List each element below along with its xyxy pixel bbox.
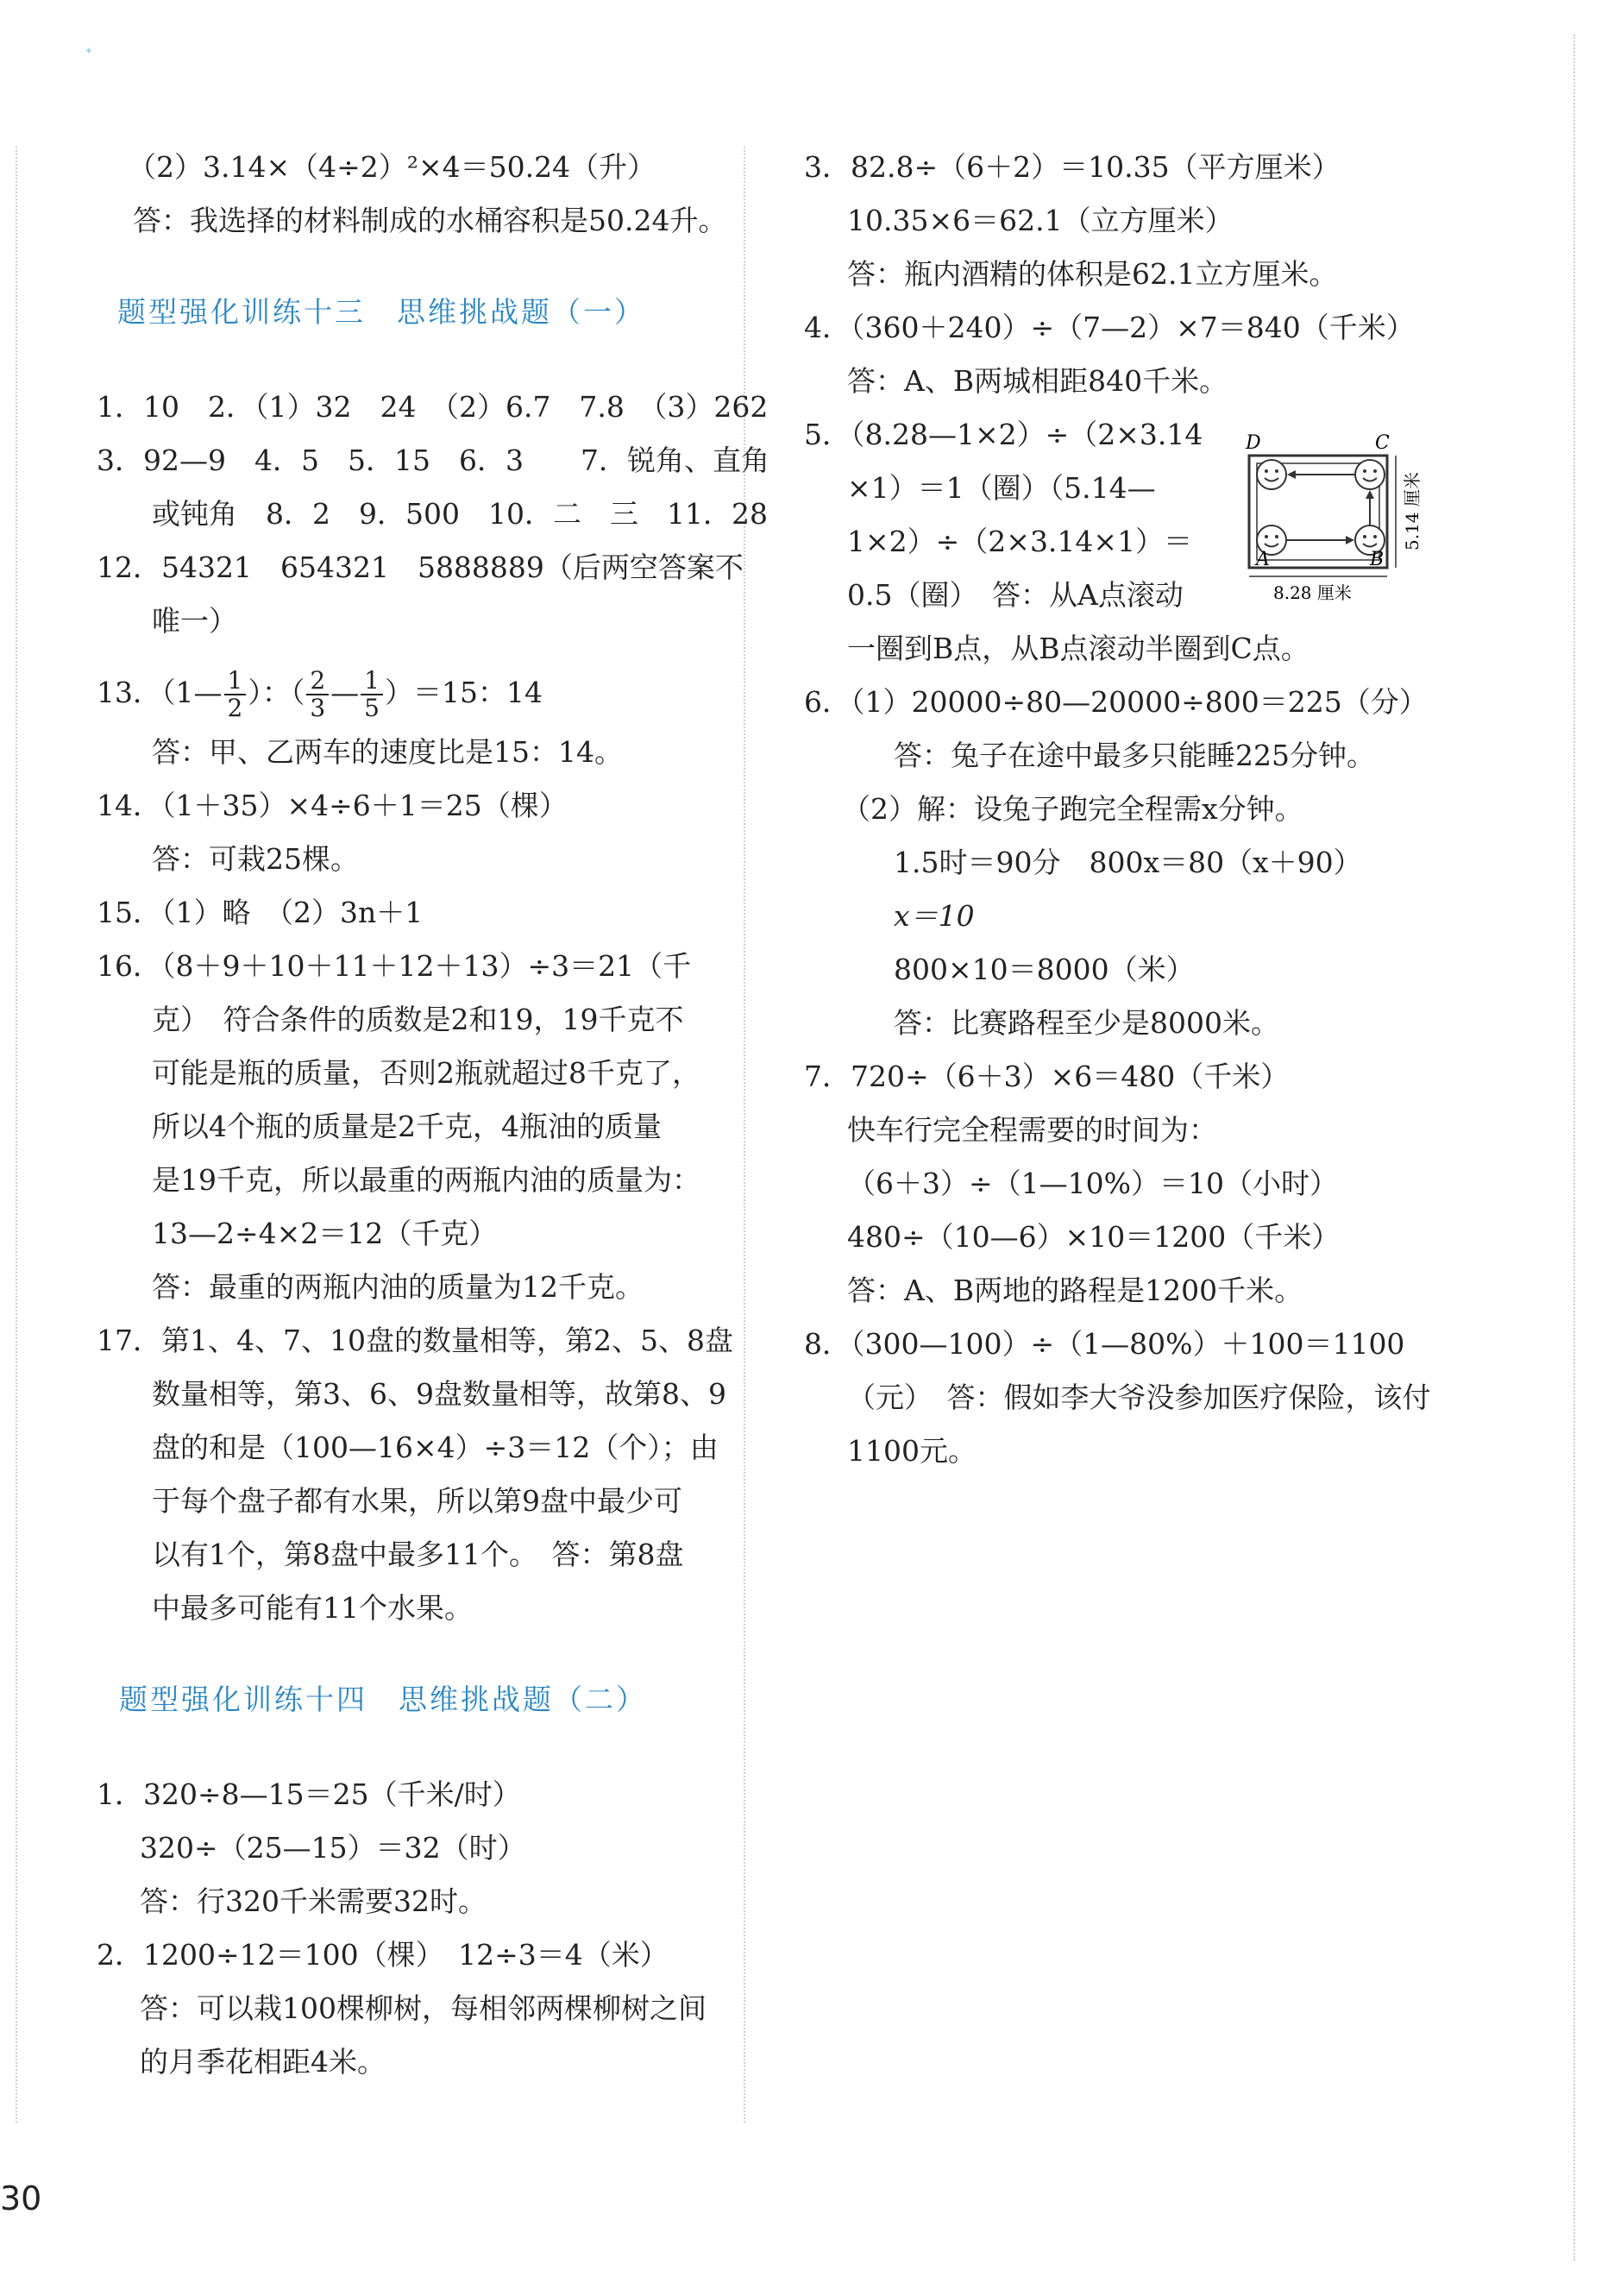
answer-line: 可能是瓶的质量，否则2瓶就超过8千克了， <box>152 1056 700 1090</box>
section-title: 题型强化训练十四 思维挑战题（二） <box>119 1683 647 1716</box>
height-label: 5.14 厘米 <box>1402 472 1422 550</box>
fraction <box>306 668 329 721</box>
answer-line: 14．（1＋35）×4÷6＋1＝25（棵） <box>97 789 568 822</box>
answer-line: 以有1个，第8盘中最多11个。 答：第8盘 <box>152 1538 684 1571</box>
smiley-icon <box>1355 460 1385 489</box>
fraction-denominator: 2 <box>227 694 243 722</box>
fraction <box>224 668 247 721</box>
answer-line: 0.5（圈） 答：从A点滚动 <box>847 578 1184 612</box>
answer-line: 3．82.8÷（6＋2）＝10.35（平方厘米） <box>804 150 1341 184</box>
answer-line: 5．（8.28—1×2）÷（2×3.14 <box>804 418 1203 451</box>
answer-line: 所以4个瓶的质量是2千克，4瓶油的质量 <box>152 1110 662 1143</box>
answer-line: 13—2÷4×2＝12（千克） <box>152 1217 498 1250</box>
answer-line: 1100元。 <box>847 1434 977 1468</box>
answer-line: 于每个盘子都有水果，所以第9盘中最少可 <box>152 1484 682 1518</box>
column-divider-right <box>1573 35 1575 2261</box>
answer-line: 答：瓶内酒精的体积是62.1立方厘米。 <box>847 257 1338 291</box>
label-b: B <box>1370 549 1385 570</box>
label-a: A <box>1256 549 1270 570</box>
label-c: C <box>1375 432 1390 454</box>
answer-line: 320÷（25—15）＝32（时） <box>140 1831 526 1865</box>
answer-line: 10.35×6＝62.1（立方厘米） <box>847 204 1234 237</box>
answer-line: 数量相等，第3、6、9盘数量相等，故第8、9 <box>152 1377 726 1411</box>
fraction-numerator: 1 <box>224 668 247 695</box>
answer-line: 2．1200÷12＝100（棵） 12÷3＝4（米） <box>97 1938 669 1972</box>
fraction-denominator: 3 <box>310 694 326 722</box>
column-divider-left <box>16 147 17 2123</box>
answer-line: 12．54321 654321 5888889（后两空答案不 <box>97 550 744 584</box>
answer-line: 3．92—9 4．5 5．15 6．3 7．锐角、直角 <box>97 443 769 477</box>
q13-suffix: ）＝15：14 <box>384 676 543 709</box>
answer-line: ×1）＝1（圈）（5.14— <box>847 471 1156 505</box>
answer-line: 17．第1、4、7、10盘的数量相等，第2、5、8盘 <box>97 1324 733 1357</box>
answer-line: 6．（1）20000÷80—20000÷800＝225（分） <box>804 685 1428 719</box>
answer-line: 1．320÷8—15＝25（千米/时） <box>97 1777 521 1811</box>
answer-line: 答：最重的两瓶内油的质量为12千克。 <box>152 1270 644 1304</box>
page-number: 30 <box>0 2180 42 2217</box>
corner-mark: ✦ <box>85 45 94 57</box>
answer-line: 4．（360＋240）÷（7—2）×7＝840（千米） <box>804 311 1415 344</box>
answer-line: 1.5时＝90分 800x＝80（x＋90） <box>894 846 1362 879</box>
answer-line: 答：A、B两城相距840千米。 <box>847 364 1228 398</box>
section-title: 题型强化训练十三 思维挑战题（一） <box>117 295 645 329</box>
answer-line: 15．（1）略 （2）3n＋1 <box>97 896 424 929</box>
fraction <box>361 668 383 721</box>
answer-line: 或钝角 8．2 9．500 10．二 三 11．28 <box>152 497 768 531</box>
answer-line: 的月季花相距4米。 <box>140 2045 386 2079</box>
fraction-denominator: 5 <box>364 694 380 722</box>
rectangle-rolling-circle-diagram <box>1240 430 1448 611</box>
answer-line: 快车行完全程需要的时间为： <box>847 1113 1217 1147</box>
answer-line: 480÷（10—6）×10＝1200（千米） <box>847 1220 1341 1254</box>
answer-line: 答：比赛路程至少是8000米。 <box>894 1006 1279 1040</box>
answer-line: 答：甲、乙两车的速度比是15：14。 <box>152 735 623 769</box>
smiley-icon <box>1257 460 1286 489</box>
answer-line: 一圈到B点，从B点滚动半圈到C点。 <box>847 632 1309 665</box>
answer-line: （2）3.14×（4÷2）²×4＝50.24（升） <box>128 150 656 184</box>
q13-prefix: 13．（1— <box>97 676 223 709</box>
answer-line: 答：兔子在途中最多只能睡225分钟。 <box>894 739 1375 772</box>
answer-line: 答：行320千米需要32时。 <box>140 1884 487 1918</box>
answer-line-fraction <box>97 663 543 723</box>
q13-mid: ）：（ <box>248 676 305 709</box>
arrow-head-icon <box>1346 536 1354 544</box>
answer-line: 中最多可能有11个水果。 <box>152 1591 473 1625</box>
arrow-head-icon <box>1366 490 1374 499</box>
answer-line: 1×2）÷（2×3.14×1）＝ <box>847 525 1193 558</box>
answer-line: x＝10 <box>894 899 975 933</box>
fraction-numerator: 1 <box>361 668 383 695</box>
answer-line: 8．（300—100）÷（1—80%）＋100＝1100 <box>804 1327 1405 1361</box>
answer-line: 800×10＝8000（米） <box>894 953 1195 986</box>
fraction-numerator: 2 <box>306 668 329 695</box>
answer-line: 答：可以栽100棵柳树，每相邻两棵柳树之间 <box>140 1991 707 2025</box>
answer-line: 答：A、B两地的路程是1200千米。 <box>847 1274 1303 1307</box>
answer-line: 答：可栽25棵。 <box>152 842 359 876</box>
label-d: D <box>1246 432 1261 454</box>
width-label: 8.28 厘米 <box>1273 582 1352 603</box>
answer-line: 7．720÷（6＋3）×6＝480（千米） <box>804 1060 1290 1093</box>
answer-line: （2）解：设兔子跑完全程需x分钟。 <box>842 792 1303 826</box>
arrow-head-icon <box>1287 470 1296 479</box>
answer-line: 答：我选择的材料制成的水桶容积是50.24升。 <box>133 204 727 237</box>
answer-line: 盘的和是（100—16×4）÷3＝12（个）；由 <box>152 1431 719 1464</box>
answer-line: 是19千克，所以最重的两瓶内油的质量为： <box>152 1163 700 1197</box>
answer-line: （元） 答：假如李大爷没参加医疗保险，该付 <box>847 1381 1431 1414</box>
answer-line: （6＋3）÷（1—10%）＝10（小时） <box>847 1167 1338 1200</box>
answer-line: 16．（8＋9＋10＋11＋12＋13）÷3＝21（千 <box>97 949 692 983</box>
answer-line: 唯一） <box>152 604 237 638</box>
answer-line: 克） 符合条件的质数是2和19，19千克不 <box>152 1003 684 1036</box>
q13-dash: — <box>330 676 360 709</box>
answer-line: 1．10 2．（1）32 24 （2）6.7 7.8 （3）262 <box>97 390 769 424</box>
